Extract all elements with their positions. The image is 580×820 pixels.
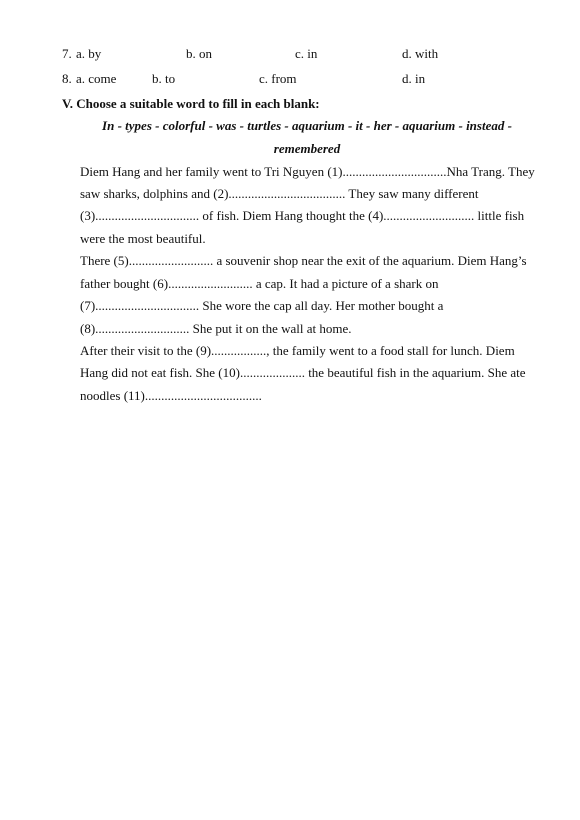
question-8-option-d: d. in (402, 71, 426, 86)
question-7-number: 7. (62, 46, 72, 61)
passage-line-5: There (5).......................... a souvenir shop near the exit of the aquarium. Diem Hang’s (80, 253, 527, 268)
question-7-option-d: d. with (402, 46, 439, 61)
word-box-line-2: remembered (273, 141, 341, 156)
passage-line-2: saw sharks, dolphins and (2).................................... They saw many different (80, 186, 479, 201)
question-7 (62, 46, 542, 62)
section-heading: V. Choose a suitable word to fill in each blank: (62, 96, 320, 111)
question-8-option-c: c. from (259, 71, 297, 86)
passage-line-3: (3)................................ of fish. Diem Hang thought the (4)............................ little fish (80, 208, 525, 223)
question-8-option-a: a. come (76, 71, 117, 86)
question-8-option-b: b. to (152, 71, 176, 86)
question-8 (62, 71, 542, 87)
passage-line-6: father bought (6).......................... a cap. It had a picture of a shark on (80, 276, 439, 291)
word-box-line-1: In - types - colorful - was - turtles - aquarium - it - her - aquarium - instead - (102, 118, 512, 133)
passage-line-1: Diem Hang and her family went to Tri Nguyen (1)................................Nha Trang. They (80, 164, 535, 179)
passage-line-9: After their visit to the (9)................., the family went to a food stall for lunch. Diem (80, 343, 515, 358)
question-7-option-a: a. by (76, 46, 102, 61)
passage-line-11: noodles (11).................................... (80, 388, 262, 403)
passage-line-8: (8)............................. She put it on the wall at home. (80, 321, 352, 336)
question-8-number: 8. (62, 71, 72, 86)
passage-line-4: were the most beautiful. (80, 231, 206, 246)
question-7-option-c: c. in (295, 46, 318, 61)
passage-line-7: (7)................................ She wore the cap all day. Her mother bought a (80, 298, 444, 313)
question-7-option-b: b. on (186, 46, 212, 61)
passage-line-10: Hang did not eat fish. She (10).................... the beautiful fish in the aquarium. She ate (80, 365, 526, 380)
